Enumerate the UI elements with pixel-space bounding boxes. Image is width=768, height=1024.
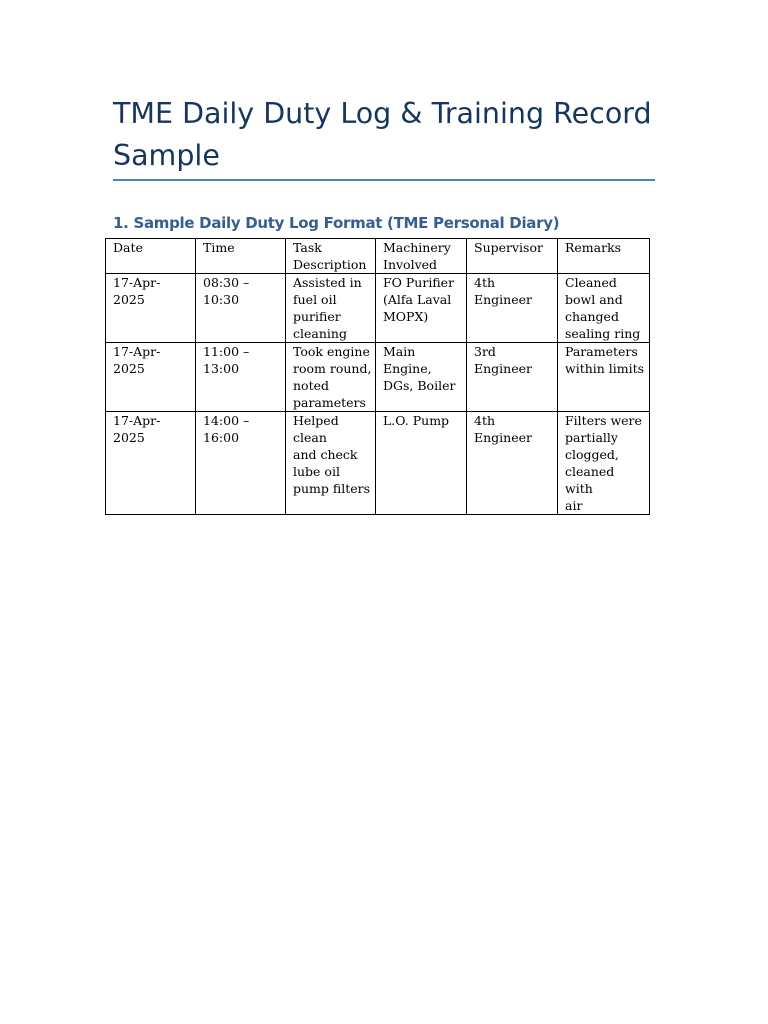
- supervisor-cell: 4th Engineer: [467, 412, 558, 515]
- machinery-cell: L.O. Pump: [376, 412, 467, 515]
- column-header-remarks: Remarks: [558, 239, 650, 274]
- remarks-cell: Parameters within limits: [558, 343, 650, 412]
- column-header-machinery-involved: Machinery Involved: [376, 239, 467, 274]
- machinery-cell: FO Purifier (Alfa Laval MOPX): [376, 274, 467, 343]
- machinery-cell: Main Engine, DGs, Boiler: [376, 343, 467, 412]
- remarks-cell: Cleaned bowl and changed sealing ring: [558, 274, 650, 343]
- document-title: TME Daily Duty Log & Training Record Sample: [113, 97, 652, 172]
- column-header-date: Date: [106, 239, 196, 274]
- date-cell: 17-Apr- 2025: [106, 343, 196, 412]
- column-header-time: Time: [196, 239, 286, 274]
- remarks-cell: Filters were partially clogged, cleaned with air: [558, 412, 650, 515]
- task-description-cell: Assisted in fuel oil purifier cleaning: [286, 274, 376, 343]
- time-cell: 08:30 – 10:30: [196, 274, 286, 343]
- title-underline-rule: [113, 179, 655, 181]
- table-row: [106, 343, 650, 412]
- time-cell: 14:00 – 16:00: [196, 412, 286, 515]
- table-header-row: [106, 239, 650, 274]
- date-cell: 17-Apr- 2025: [106, 274, 196, 343]
- supervisor-cell: 3rd Engineer: [467, 343, 558, 412]
- task-description-cell: Took engine room round, noted parameters: [286, 343, 376, 412]
- duty-log-table: [105, 238, 650, 515]
- date-cell: 17-Apr- 2025: [106, 412, 196, 515]
- supervisor-cell: 4th Engineer: [467, 274, 558, 343]
- task-description-cell: Helped clean and check lube oil pump filters: [286, 412, 376, 515]
- time-cell: 11:00 – 13:00: [196, 343, 286, 412]
- table-row: [106, 412, 650, 515]
- table-row: [106, 274, 650, 343]
- section-heading: 1. Sample Daily Duty Log Format (TME Personal Diary): [113, 214, 560, 232]
- column-header-task-description: Task Description: [286, 239, 376, 274]
- column-header-supervisor: Supervisor: [467, 239, 558, 274]
